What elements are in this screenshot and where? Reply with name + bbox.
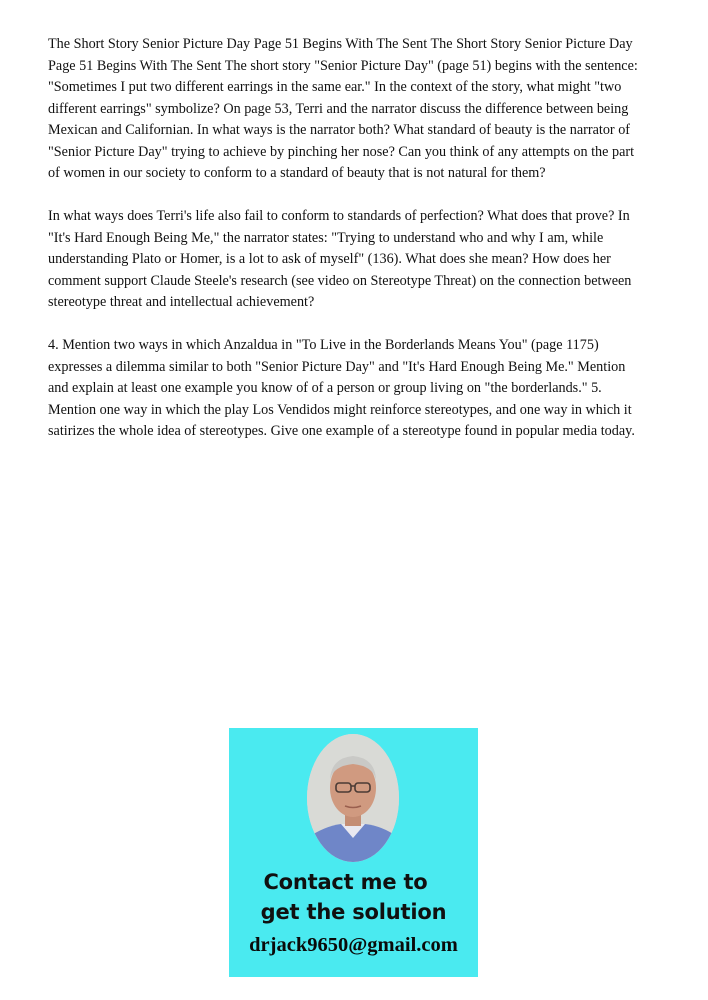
contact-line-1: Contact me to [263, 870, 428, 894]
paragraph-3: 4. Mention two ways in which Anzaldua in "To Live in the Borderlands Means You" (page 1175) expresses a dilemma similar to both "Senior Picture Day" and "It's Hard Enough Being Me." Mention and explain at least one example you know of of a person or group living on "the borderlands." 5. Mention one way in which the play Los Vendidos might reinforce stereotypes, and one way in which it satirizes the whole idea of stereotypes. Give one example of a stereotype found in popular media today. [48, 337, 635, 439]
paragraph-2: In what ways does Terri's life also fail to conform to standards of perfection? What does that prove? In "It's Hard Enough Being Me," the narrator states: "Trying to understand who and why I am, while understanding Plato or Homer, is a lot to ask of myself" (136). What does she mean? How does her comment support Claude Steele's research (see video on Stereotype Threat) on the connection between stereotype threat and intellectual achievement? [48, 208, 632, 310]
document-body [48, 34, 648, 464]
contact-email-link[interactable]: drjack9650@gmail.com [249, 934, 458, 956]
contact-line-2: get the solution [260, 900, 447, 924]
paragraph-1: The Short Story Senior Picture Day Page 51 Begins With The Sent The Short Story Senior Picture Day Page 51 Begins With The Sent The short story "Senior Picture Day" (page 51) begins with the sentence: "Sometimes I put two different earrings in the same ear." In the context of the story, what might "two different earrings" symbolize? On page 53, Terri and the narrator discuss the difference between being Mexican and Californian. In what ways is the narrator both? What standard of beauty is the narrator of "Senior Picture Day" trying to achieve by pinching her nose? Can you think of any attempts on the part of women in our society to conform to a standard of beauty that is not natural for them? [48, 36, 638, 181]
contact-banner[interactable] [229, 728, 478, 977]
person-portrait-icon [307, 734, 399, 862]
